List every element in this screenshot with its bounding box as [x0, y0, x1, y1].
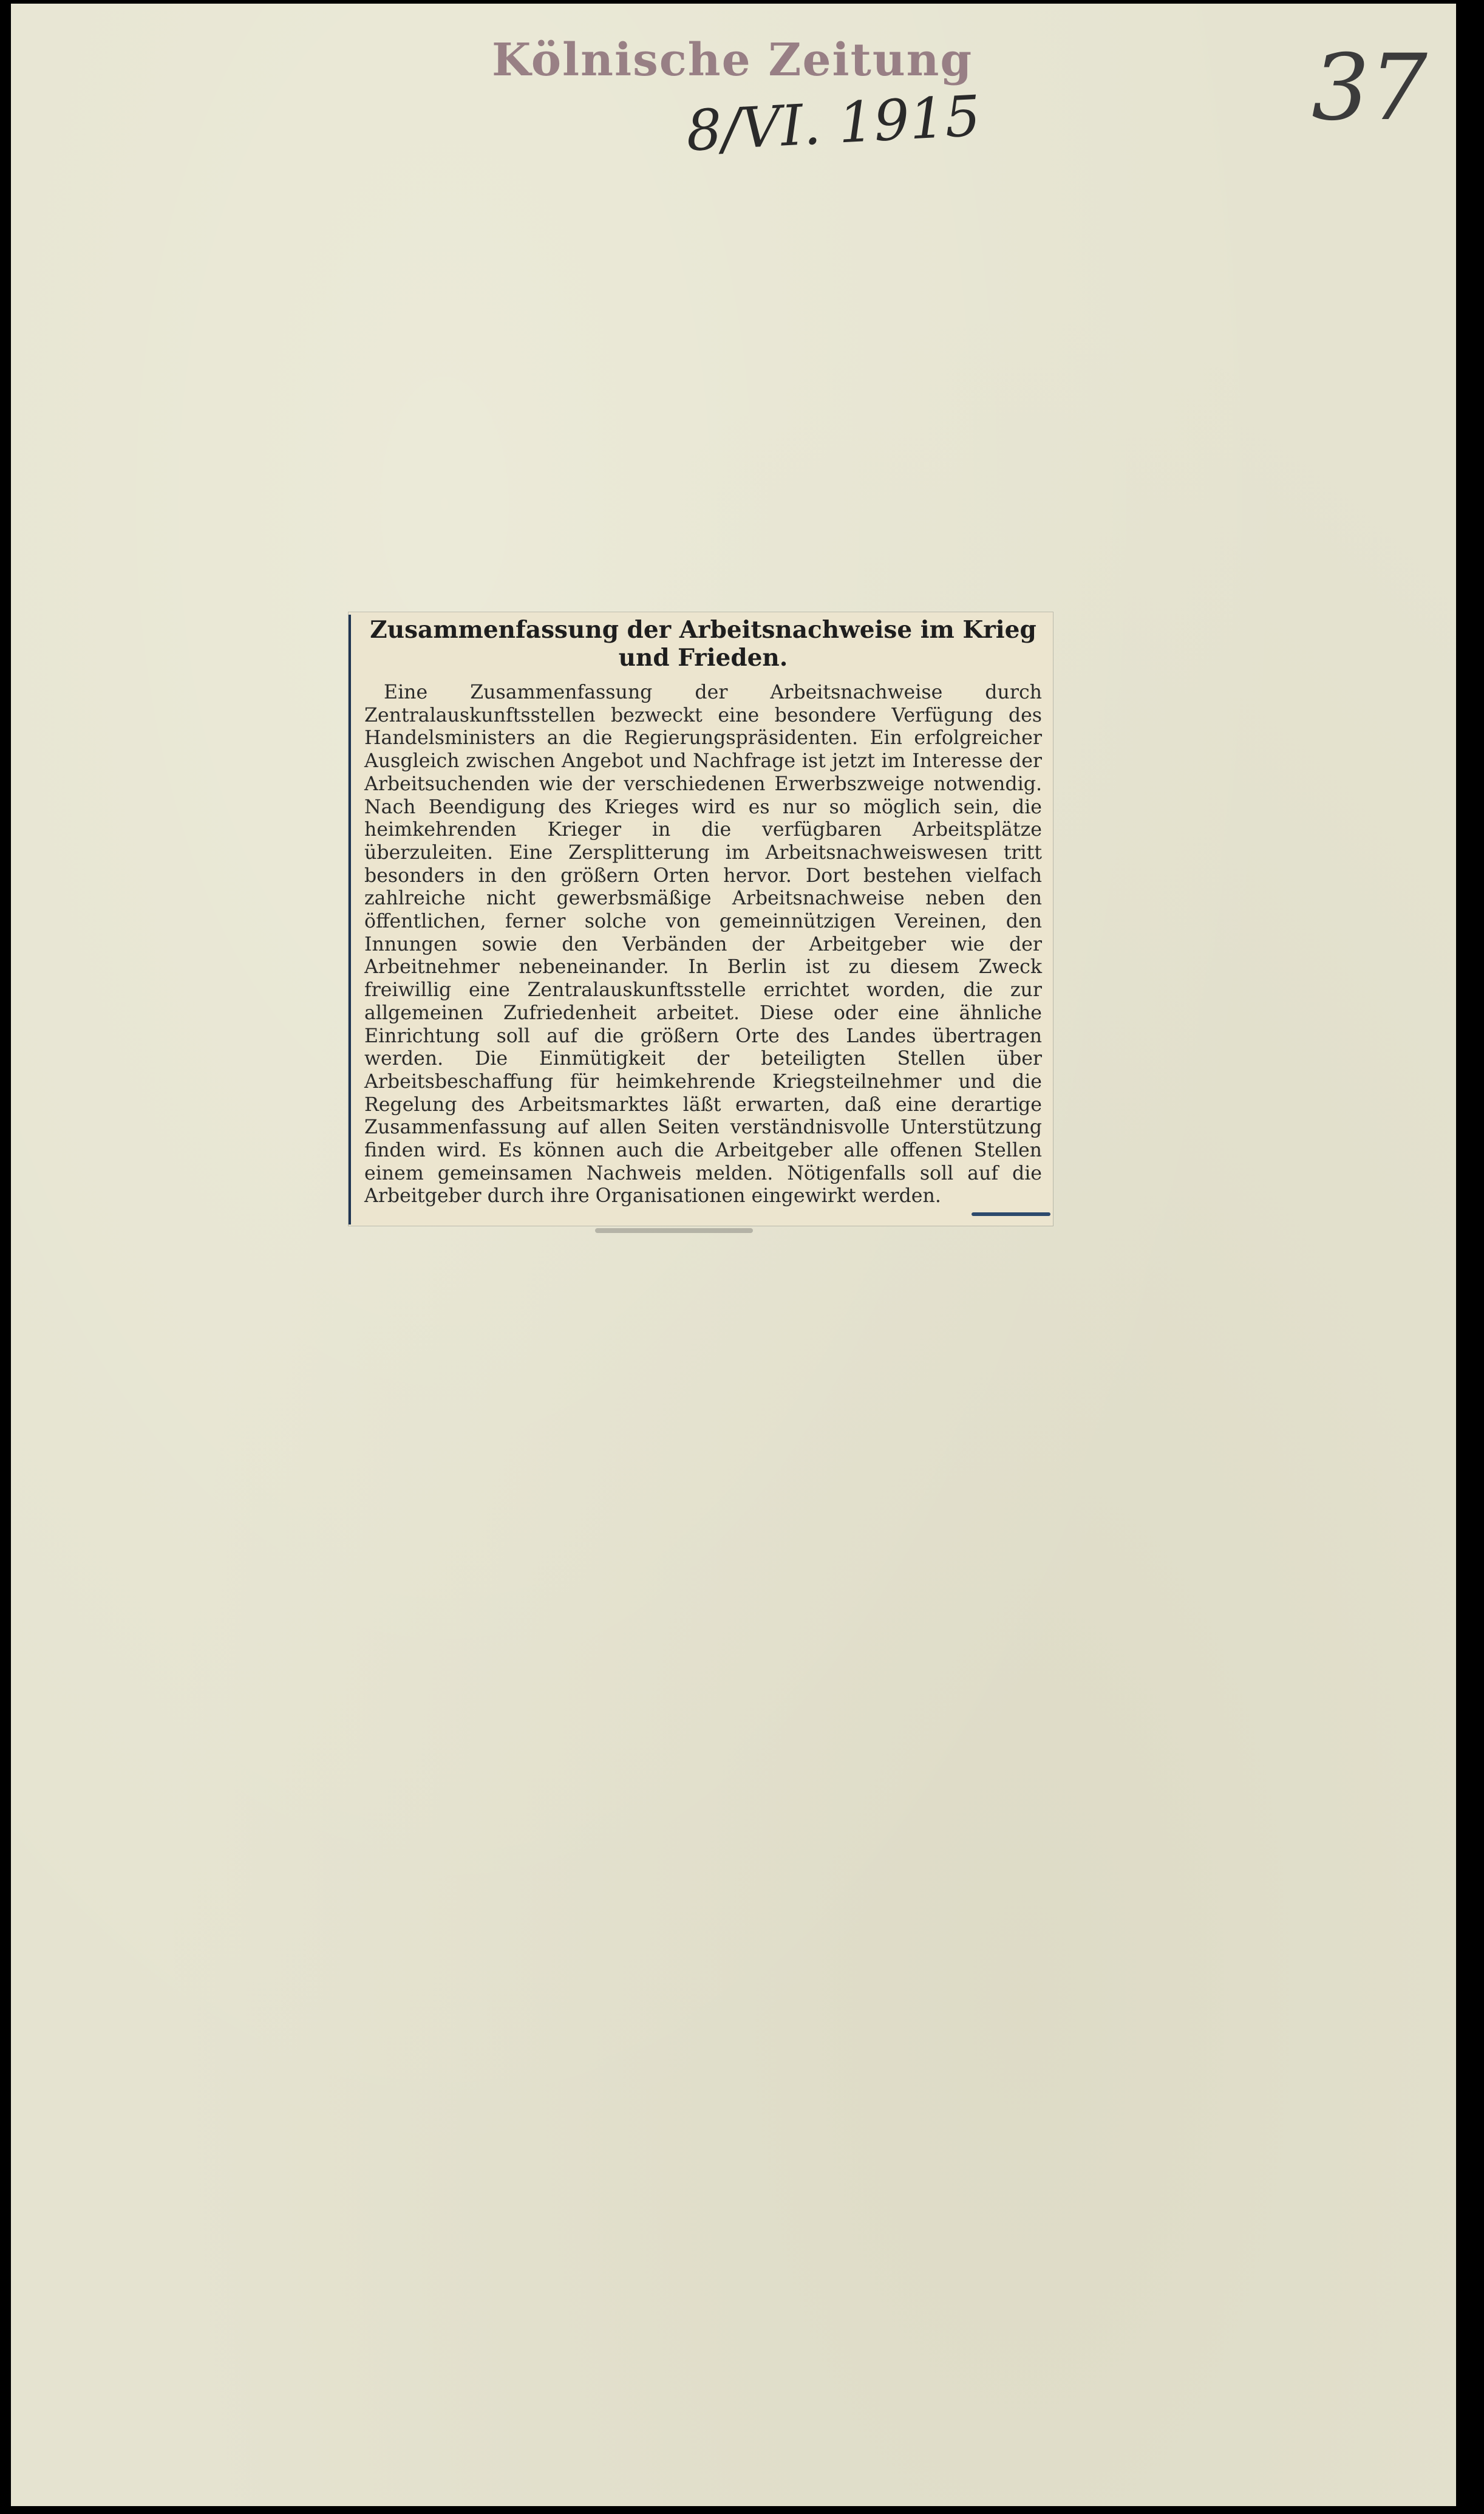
- newspaper-stamp: Kölnische Zeitung: [492, 34, 973, 86]
- blue-pencil-margin-line: [349, 615, 351, 1225]
- folio-number: 37: [1312, 35, 1428, 141]
- clipping-body: Eine Zusammenfassung der Arbeitsnachweise durch Zentralauskunftsstellen bezweckt eine besondere Verfügung des Handelsministers an die Regierungspräsidenten. Ein erfolgreicher Ausgleich zwischen Angebot und Nachfrage ist jetzt im Interesse der Arbeitsuchenden wie der verschiedenen Erwerbszweige notwendig. Nach Beendigung des Krieges wird es nur so möglich sein, die heimkehrenden Krieger in die verfügbaren Arbeitsplätze überzuleiten. Eine Zersplitterung im Arbeitsnachweiswesen tritt besonders in den größern Orten hervor. Dort bestehen vielfach zahlreiche nicht gewerbsmäßige Arbeitsnachweise neben den öffentlichen, ferner solche von gemeinnützigen Vereinen, den Innungen sowie den Verbänden der Arbeitgeber wie der Arbeitnehmer nebeneinander. In Berlin ist zu diesem Zweck freiwillig eine Zentralauskunftsstelle errichtet worden, die zur allgemeinen Zufriedenheit arbeitet. Diese oder eine ähnliche Einrichtung soll auf die größern Orte des Landes übertragen werden. Die Einmütigkeit der beteiligten Stellen über Arbeitsbeschaffung für heimkehrende Kriegsteilnehmer und die Regelung des Arbeitsmarktes läßt erwarten, daß eine derartige Zusammenfassung auf allen Seiten verständnisvolle Unterstützung finden wird. Es können auch die Arbeitgeber alle offenen Stellen einem gemeinsamen Nachweis melden. Nötigenfalls soll auf die Arbeitgeber durch ihre Organisationen eingewirkt werden.: [364, 681, 1042, 1207]
- blue-pencil-mark: [972, 1212, 1050, 1216]
- ink-smudge: [595, 1228, 753, 1233]
- archive-sheet: [11, 4, 1456, 2506]
- handwritten-date: 8/VI. 1915: [684, 83, 982, 164]
- clipping-headline: Zusammenfassung der Arbeitsnachweise im Krieg und Frieden.: [370, 616, 1036, 672]
- clipping-content: [364, 616, 1042, 1208]
